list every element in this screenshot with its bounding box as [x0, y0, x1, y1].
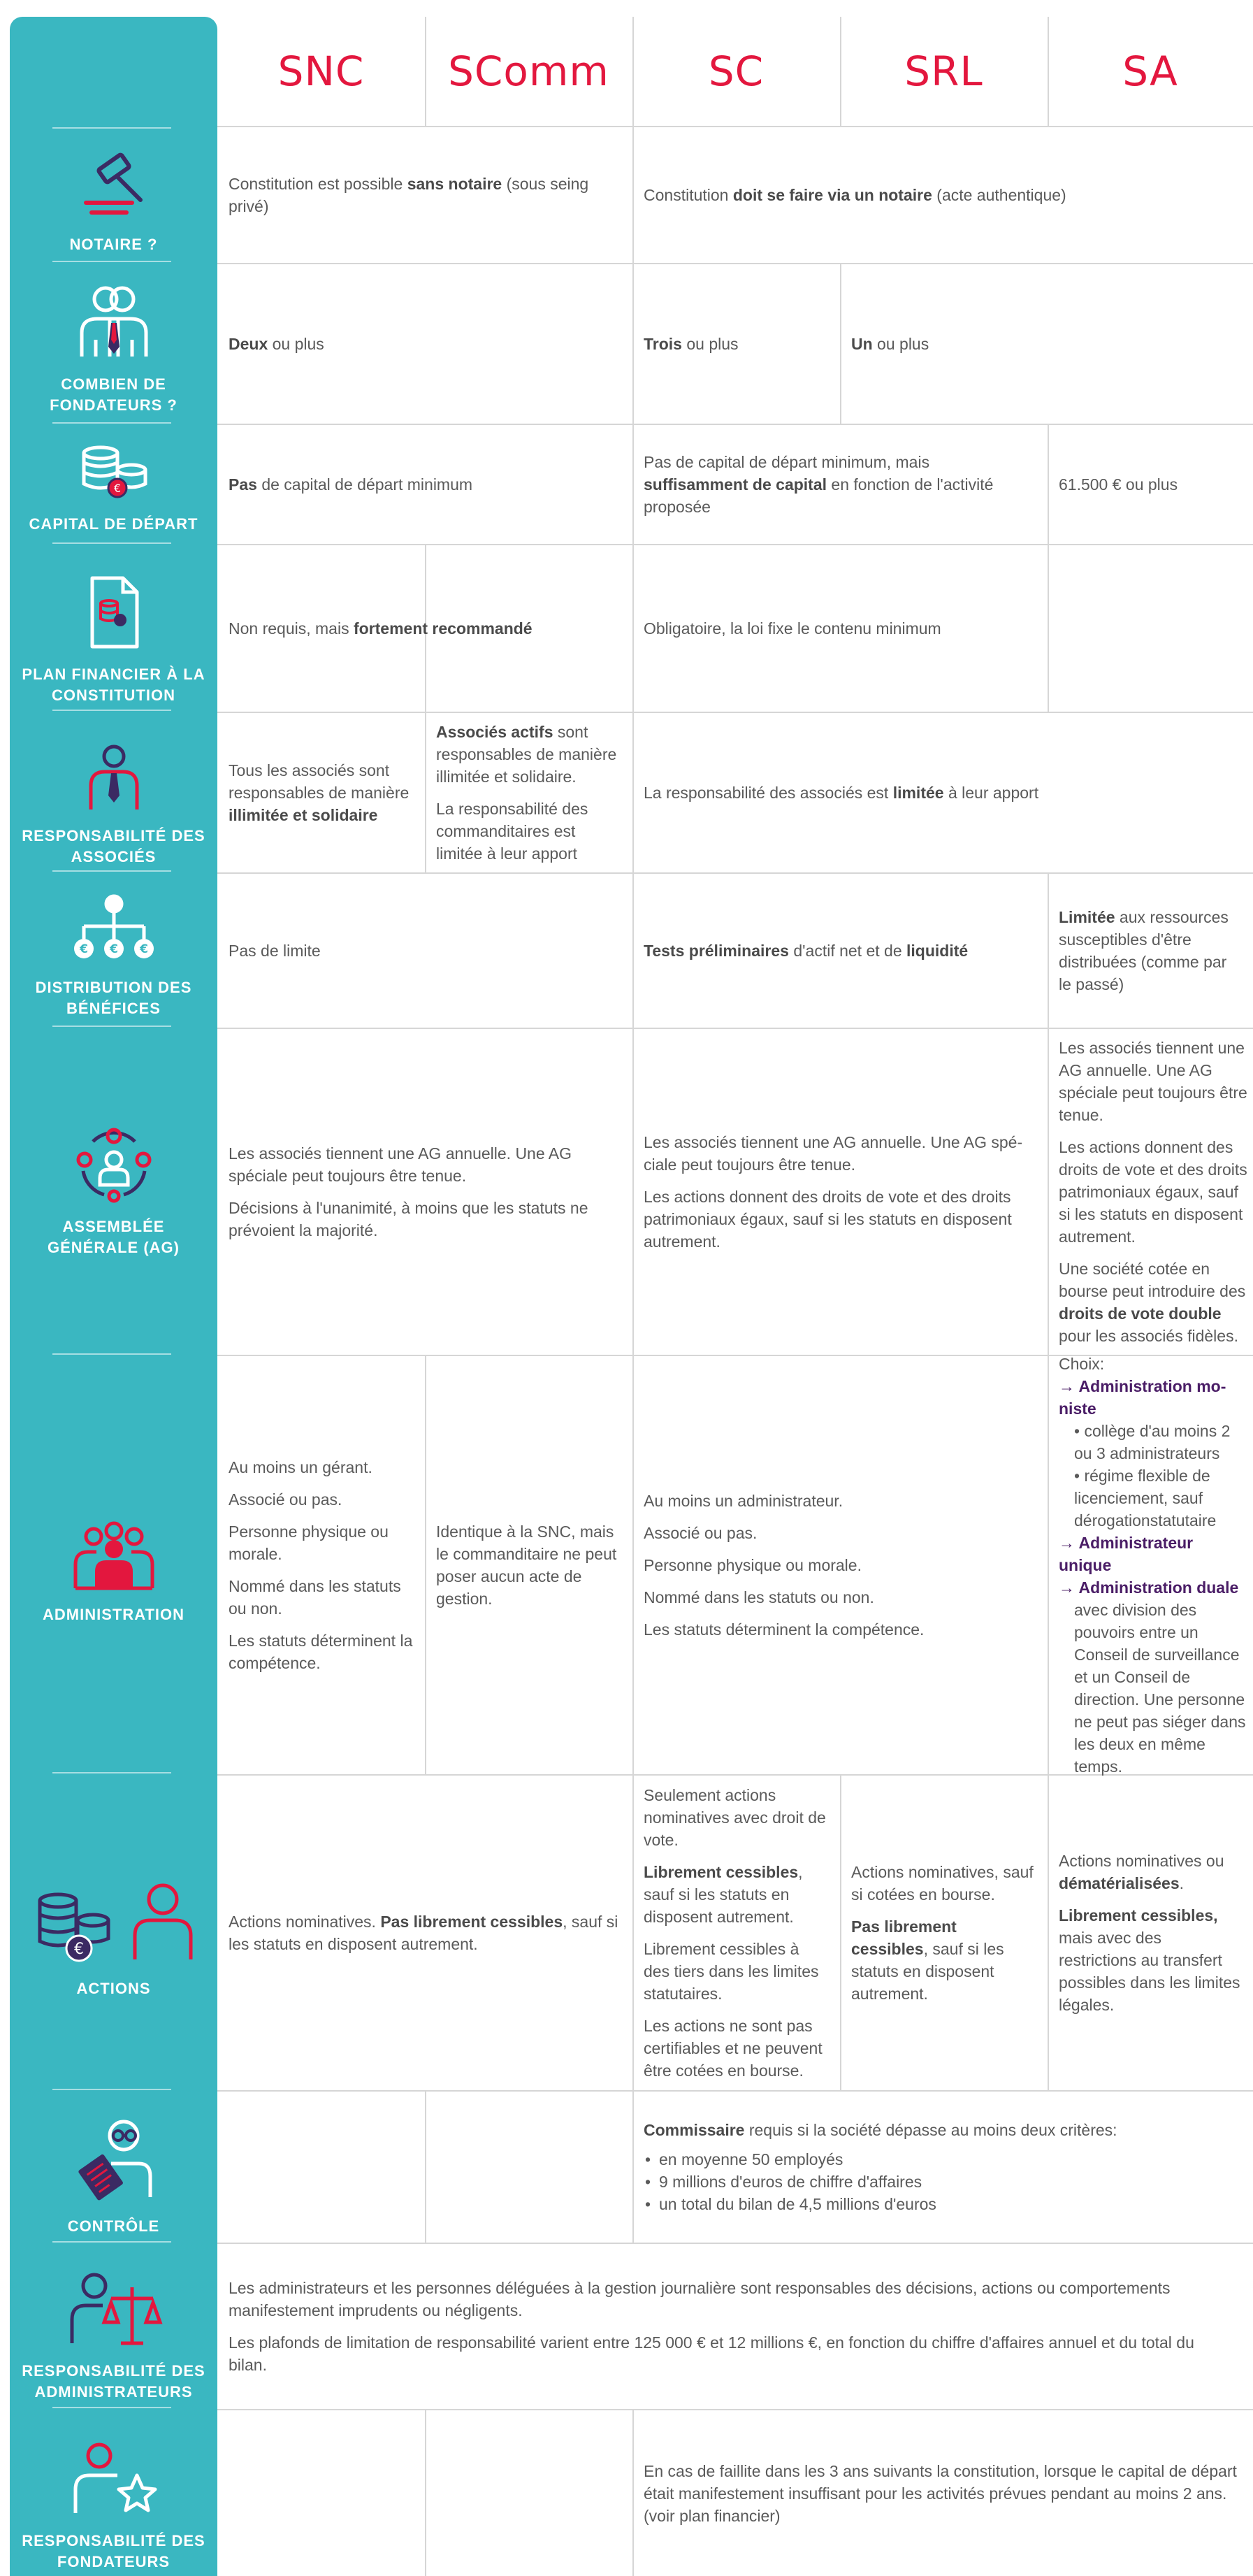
text-bold: Pas librement cessibles [380, 1913, 563, 1931]
text: Les associés tiennent une AG annuelle. Une AG spéciale peut toujours être tenue. [229, 1144, 572, 1185]
sidebar-divider [52, 127, 171, 129]
option-label: → Administration moniste [1059, 1377, 1226, 1418]
text: Pas de capital de départ minimum, mais [644, 453, 930, 471]
founder-star-icon [68, 2440, 159, 2521]
text: Constitution est possible [229, 175, 407, 193]
option-label: → Administration duale [1059, 1578, 1239, 1597]
row-label-responsabilite [10, 724, 217, 868]
group-icon [68, 1521, 159, 1595]
row-label-text: CAPITAL DE DÉPART [29, 515, 198, 533]
text: • régime flexible de licenciement, sauf dérogationstatutaire [1074, 1467, 1217, 1530]
cell-responsabilite-snc [217, 713, 425, 872]
cell-resp-fond-sc-sa [632, 2410, 1253, 2576]
text-bold: Deux [229, 335, 268, 353]
row-label-text: PLAN FINANCIER À LA CONSTITUTION [22, 665, 205, 704]
text: Obligatoire, la loi fixe le contenu minimum [644, 619, 941, 638]
cell-administration-sa [1048, 1356, 1253, 1774]
svg-text:€: € [73, 1941, 84, 1958]
row-label-text: CONTRÔLE [67, 2217, 160, 2235]
row-label-text: ADMINISTRATION [42, 1606, 185, 1623]
text-bold: fortement recommandé [353, 619, 533, 638]
text: 61.500 € ou plus [1059, 475, 1178, 494]
text-bold: suffisamment de capital [644, 475, 827, 494]
text: Actions nominatives. [229, 1913, 381, 1931]
text-bold: Commissaire [644, 2121, 745, 2139]
text: ou plus [872, 335, 929, 353]
text: , sauf si les statuts en disposent autrement. [851, 1940, 1004, 2003]
text: Choix: [1059, 1355, 1105, 1373]
row-label-notaire [10, 133, 217, 255]
row-label-text: ACTIONS [76, 1980, 151, 1997]
text: Les actions donnent des droits de vote et des droits patrimoniaux égaux, sauf si les statuts en disposent autrement. [644, 1188, 1012, 1251]
document-icon [82, 574, 145, 654]
text: requis si la société dépasse au moins deux critères: [744, 2121, 1117, 2139]
justice-icon [65, 2271, 163, 2351]
svg-text:€: € [139, 942, 148, 956]
text: Une société cotée en bourse peut introduire des [1059, 1260, 1246, 1300]
text: En cas de faillite dans les 3 ans suivants la constitution, lorsque le capital de départ était manifestement insuffisant pour les activités prévues pendant au moins 2 ans. (voir plan financier) [644, 2461, 1237, 2525]
cell-responsabilite-sc-sa [632, 713, 1253, 872]
text-bold: Librement cessibles, [1059, 1906, 1218, 1924]
cell-distribution-snc-scomm [217, 874, 632, 1028]
row-label-text: NOTAIRE ? [69, 236, 158, 253]
cell-capital-snc-scomm [217, 425, 632, 544]
svg-text:€: € [79, 942, 88, 956]
sidebar-divider [52, 1772, 171, 1773]
row-label-resp-fond [10, 2420, 217, 2573]
cell-distribution-sc-srl [632, 874, 1048, 1028]
text-bold: sans notaire [407, 175, 502, 193]
coins-icon [75, 445, 152, 504]
row-label-capital [10, 430, 217, 535]
list-item: • 9 millions d'euros de chiffre d'affaires [644, 2171, 1242, 2193]
text: ou plus [681, 335, 739, 353]
inspector-icon [72, 2119, 156, 2206]
cell-ag-snc-scomm [217, 1029, 632, 1355]
cell-fondateurs-srl-sa [840, 264, 1253, 424]
cell-controle-sc-sa [632, 2092, 1253, 2243]
assembly-icon [72, 1126, 156, 1207]
text: en fonction de l'activité proposée [644, 475, 994, 516]
text: Actions nominatives, sauf si cotées en bourse. [851, 1863, 1034, 1904]
text-bold: dématérialisées [1059, 1874, 1180, 1892]
column-header-scomm: SComm [448, 48, 609, 95]
text-bold: limitée [892, 784, 944, 802]
sidebar-divider [52, 2407, 171, 2408]
row-label-resp-admin [10, 2254, 217, 2403]
text: ou plus [268, 335, 324, 353]
text: mais avec des restrictions au transfert possibles dans les limites légales. [1059, 1929, 1240, 2014]
row-label-actions [10, 1866, 217, 1999]
sidebar-divider [52, 710, 171, 711]
text-bold: Limitée [1059, 908, 1115, 926]
text: Les plafonds de limitation de responsabilité varient entre 125 000 € et 12 millions €, en fonction du chiffre d'affaires annuel et du total du bilan. [229, 2333, 1194, 2374]
text: de capital de départ minimum [256, 475, 473, 494]
text-bold: Trois [644, 335, 682, 353]
sidebar-divider [52, 870, 171, 872]
text: sont responsables de manière illimitée et solidaire. [436, 723, 617, 786]
row-label-text: COMBIEN DE FONDATEURS ? [50, 375, 178, 414]
sidebar-divider [52, 261, 171, 262]
text: Les administrateurs et les personnes déléguées à la gestion journalière sont responsables des décisions, actions ou comportements manifestement imprudents ou négligents. [229, 2279, 1171, 2319]
text-bold: liquidité [906, 942, 969, 960]
cell-responsabilite-scomm [425, 713, 632, 872]
list-item: • en moyenne 50 employés [644, 2148, 1242, 2171]
sidebar-divider [52, 2241, 171, 2243]
cell-fondateurs-snc-scomm [217, 264, 632, 424]
row-label-administration [10, 1503, 217, 1625]
text: (sous seing privé) [229, 175, 589, 215]
text-bold: Pas librement cessibles [851, 1917, 957, 1958]
text: Personne physique ou morale. [229, 1523, 389, 1563]
cell-plan-snc-scomm [217, 545, 632, 712]
text: . [1179, 1874, 1185, 1892]
criteria-list [644, 2148, 1242, 2215]
text: Les actions donnent des droits de vote et des droits patrimoniaux égaux, sauf si les statuts en disposent autrement. [1059, 1138, 1247, 1246]
grid-line [425, 2090, 426, 2243]
text: Décisions à l'unanimité, à moins que les statuts ne prévoient la majorité. [229, 1199, 588, 1239]
founders-icon [72, 284, 156, 364]
row-label-text: ASSEMBLÉE GÉNÉRALE (AG) [48, 1218, 180, 1256]
grid-line [425, 17, 426, 126]
shares-icon [30, 1881, 198, 1969]
text: Associé ou pas. [644, 1524, 758, 1542]
text-bold: Associés actifs [436, 723, 553, 741]
svg-text:€: € [109, 942, 118, 956]
text: La responsabilité des associés est [644, 784, 893, 802]
text: Pas de limite [229, 942, 321, 960]
cell-plan-sc-sa [632, 545, 1253, 712]
gavel-icon [72, 151, 156, 224]
cell-capital-sa [1048, 425, 1253, 544]
text: Non requis, mais [229, 619, 354, 638]
row-label-fondateurs [10, 276, 217, 416]
cell-ag-sa [1048, 1029, 1253, 1355]
distribution-icon [68, 894, 159, 967]
row-label-plan [10, 558, 217, 706]
row-label-text: DISTRIBUTION DES BÉNÉFICES [35, 979, 192, 1017]
text: à leur apport [943, 784, 1039, 802]
row-label-text: RESPONSABILITÉ DES FONDATEURS [22, 2532, 205, 2570]
person-tie-icon [82, 742, 145, 816]
text-bold: droits de vote double [1059, 1304, 1222, 1323]
text: Au moins un gérant. [229, 1458, 372, 1476]
text-bold: doit se faire via un notaire [732, 186, 932, 204]
cell-administration-snc [217, 1356, 425, 1774]
text: Nommé dans les statuts ou non. [644, 1588, 874, 1606]
cell-notaire-sc-sa [632, 127, 1253, 263]
text: La responsabilité des commanditaires est limitée à leur apport [436, 800, 588, 863]
row-label-text: RESPONSABILITÉ DES ADMINISTRATEURS [22, 2362, 205, 2401]
sidebar-divider [52, 542, 171, 544]
text-bold: Librement cessibles [644, 1863, 799, 1881]
cell-resp-admin-all [217, 2244, 1253, 2409]
text: pour les associés fidèles. [1059, 1327, 1238, 1345]
column-header-snc: SNC [277, 48, 365, 95]
text-bold: Tests préliminaires [644, 942, 789, 960]
text-bold: Pas [229, 475, 257, 494]
text: Les actions ne sont pas certifiables et ne peuvent être cotées en bourse. [644, 2017, 823, 2080]
grid-line [840, 17, 841, 126]
text: d'actif net et de [788, 942, 907, 960]
text: Seulement actions nominatives avec droit de vote. [644, 1786, 826, 1849]
text: avec division des pouvoirs entre un Conseil de surveillance et un Conseil de direction. Une personne ne peut pas siéger dans les deux en même temps. [1074, 1601, 1246, 1776]
column-header-sa: SA [1122, 48, 1178, 95]
cell-capital-sc-srl [632, 425, 1048, 544]
cell-actions-snc-scomm [217, 1776, 632, 2090]
sidebar-divider [52, 1353, 171, 1355]
cell-administration-scomm [425, 1356, 632, 1774]
cell-ag-sc-srl [632, 1029, 1048, 1355]
row-label-controle [10, 2104, 217, 2237]
text: Au moins un administrateur. [644, 1492, 843, 1510]
text: • collège d'au moins 2 ou 3 administrateurs [1074, 1422, 1231, 1462]
row-label-ag [10, 1118, 217, 1258]
text: Tous les associés sont responsables de manière [229, 761, 410, 802]
text: Nommé dans les statuts ou non. [229, 1577, 401, 1618]
column-header-srl: SRL [904, 48, 983, 95]
text: Identique à la SNC, mais le commanditaire ne peut poser aucun acte de gestion. [436, 1523, 617, 1608]
text: Librement cessibles à des tiers dans les limites statutaires. [644, 1940, 819, 2003]
row-label-text: RESPONSABILITÉ DES ASSOCIÉS [22, 827, 205, 865]
text: , sauf si les statuts en disposent autrement. [644, 1863, 803, 1926]
row-label-distribution [10, 885, 217, 1019]
text: (acte authentique) [932, 186, 1066, 204]
text: Constitution [644, 186, 733, 204]
grid-line [1048, 17, 1049, 126]
cell-fondateurs-sc [632, 264, 840, 424]
text: Les associés tiennent une AG annuelle. Une AG spéciale peut toujours être tenue. [1059, 1039, 1247, 1124]
cell-administration-sc-srl [632, 1356, 1048, 1774]
text: Personne physique ou morale. [644, 1556, 862, 1574]
text: , sauf si les statuts en disposent autrement. [229, 1913, 618, 1953]
cell-distribution-sa [1048, 874, 1253, 1028]
text: Les associés tiennent une AG annuelle. Une AG spéciale peut toujours être tenue. [644, 1133, 1023, 1174]
cell-actions-sa [1048, 1776, 1253, 2090]
grid-line [632, 17, 634, 126]
cell-actions-srl [840, 1776, 1048, 2090]
text: Associé ou pas. [229, 1490, 342, 1509]
text-bold: Un [851, 335, 873, 353]
text: Actions nominatives ou [1059, 1852, 1224, 1870]
svg-text:€: € [113, 482, 121, 495]
option-label: → Administrateur unique [1059, 1534, 1194, 1574]
sidebar-divider [52, 2089, 171, 2090]
cell-notaire-snc-scomm [217, 127, 632, 263]
sidebar-divider [52, 422, 171, 424]
text: aux ressources susceptibles d'être distribuées (comme par le passé) [1059, 908, 1229, 993]
sidebar-divider [52, 1026, 171, 1027]
column-header-sc: SC [708, 48, 765, 95]
cell-actions-sc [632, 1776, 840, 2090]
text: Les statuts déterminent la compétence. [644, 1620, 925, 1639]
grid-line [425, 2409, 426, 2576]
list-item: • un total du bilan de 4,5 millions d'euros [644, 2193, 1242, 2215]
text: Les statuts déterminent la compétence. [229, 1632, 413, 1672]
text-bold: illimitée et solidaire [229, 806, 378, 824]
